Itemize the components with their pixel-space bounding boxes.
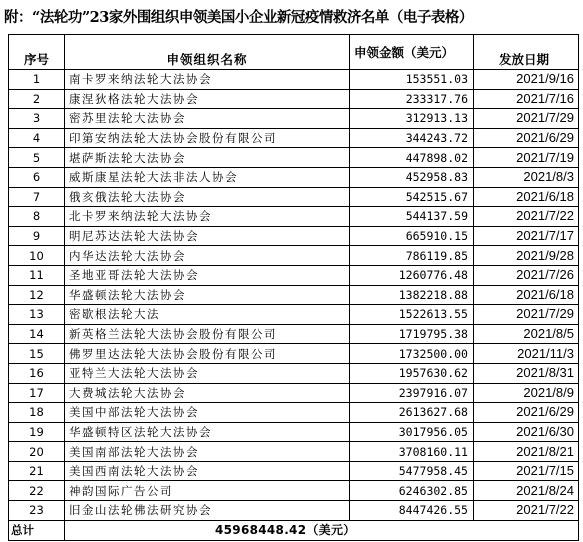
row-amount: 3017956.05 [350,422,474,442]
table-row [9,70,579,90]
table-row [9,422,579,442]
row-org-name: 亚特兰大法轮大法协会 [65,363,350,383]
table-row [9,383,579,403]
row-org-name: 南卡罗来纳法轮大法协会 [65,70,350,90]
row-org-name: 康涅狄格法轮大法协会 [65,89,350,109]
row-amount: 1957630.62 [350,363,474,383]
row-date: 2021/9/16 [474,70,579,90]
table-row [9,344,579,364]
row-org-name: 华盛顿特区法轮大法协会 [65,422,350,442]
row-no: 7 [9,187,65,207]
table-row [9,246,579,266]
document-title: 附：“法轮功”23家外围组织申领美国小企业新冠疫情救济名单（电子表格） [4,9,473,26]
row-date: 2021/7/22 [474,207,579,227]
table-row [9,305,579,325]
row-date: 2021/7/26 [474,265,579,285]
total-value: 45968448.42（美元） [65,520,579,540]
table-body [9,70,579,521]
table-row [9,167,579,187]
row-date: 2021/7/16 [474,89,579,109]
row-amount: 1260776.48 [350,265,474,285]
relief-list-table [8,34,579,541]
header-name: 申领组织名称 [65,35,350,70]
row-amount: 8447426.55 [350,501,474,521]
table-header-row [9,35,579,70]
row-no: 6 [9,167,65,187]
row-date: 2021/7/15 [474,461,579,481]
row-date: 2021/7/29 [474,305,579,325]
row-no: 14 [9,324,65,344]
header-no: 序号 [9,35,65,70]
table-row [9,501,579,521]
row-date: 2021/6/29 [474,403,579,423]
row-no: 19 [9,422,65,442]
total-row [9,520,579,540]
table-row [9,128,579,148]
row-amount: 786119.85 [350,246,474,266]
row-date: 2021/8/5 [474,324,579,344]
row-no: 10 [9,246,65,266]
row-no: 16 [9,363,65,383]
table-row [9,265,579,285]
row-no: 9 [9,226,65,246]
row-org-name: 美国西南法轮大法协会 [65,461,350,481]
total-label: 总计 [9,520,65,540]
table-row [9,461,579,481]
row-no: 18 [9,403,65,423]
row-date: 2021/6/18 [474,285,579,305]
row-amount: 5477958.45 [350,461,474,481]
row-date: 2021/7/17 [474,226,579,246]
row-org-name: 美国中部法轮大法协会 [65,403,350,423]
row-org-name: 密苏里法轮大法协会 [65,109,350,129]
row-no: 12 [9,285,65,305]
table-row [9,442,579,462]
row-no: 22 [9,481,65,501]
row-org-name: 北卡罗来纳法轮大法协会 [65,207,350,227]
row-date: 2021/8/9 [474,383,579,403]
table-row [9,187,579,207]
row-amount: 233317.76 [350,89,474,109]
row-org-name: 美国南部法轮大法协会 [65,442,350,462]
table-row [9,89,579,109]
row-org-name: 华盛顿法轮大法协会 [65,285,350,305]
row-date: 2021/6/29 [474,128,579,148]
row-amount: 1732500.00 [350,344,474,364]
row-no: 4 [9,128,65,148]
row-no: 15 [9,344,65,364]
table-row [9,324,579,344]
row-org-name: 大费城法轮大法协会 [65,383,350,403]
row-amount: 312913.13 [350,109,474,129]
row-date: 2021/7/22 [474,501,579,521]
table-row [9,481,579,501]
row-date: 2021/8/31 [474,363,579,383]
row-no: 17 [9,383,65,403]
row-amount: 1522613.55 [350,305,474,325]
row-amount: 2613627.68 [350,403,474,423]
row-amount: 1382218.88 [350,285,474,305]
row-org-name: 圣地亚哥法轮大法协会 [65,265,350,285]
row-org-name: 俄亥俄法轮大法协会 [65,187,350,207]
header-date: 发放日期 [474,35,579,70]
row-date: 2021/6/30 [474,422,579,442]
table-row [9,403,579,423]
header-amount: 申领金额（美元） [350,35,474,70]
row-date: 2021/9/28 [474,246,579,266]
row-amount: 447898.02 [350,148,474,168]
row-org-name: 堪萨斯法轮大法协会 [65,148,350,168]
row-org-name: 威斯康星法轮大法非法人协会 [65,167,350,187]
row-org-name: 内华达法轮大法协会 [65,246,350,266]
row-amount: 2397916.07 [350,383,474,403]
row-date: 2021/7/29 [474,109,579,129]
row-date: 2021/11/3 [474,344,579,364]
row-no: 8 [9,207,65,227]
row-amount: 1719795.38 [350,324,474,344]
row-no: 13 [9,305,65,325]
row-no: 5 [9,148,65,168]
row-amount: 344243.72 [350,128,474,148]
table-row [9,109,579,129]
row-date: 2021/6/18 [474,187,579,207]
table-row [9,363,579,383]
row-date: 2021/7/19 [474,148,579,168]
row-date: 2021/8/24 [474,481,579,501]
row-no: 21 [9,461,65,481]
row-amount: 542515.67 [350,187,474,207]
row-amount: 6246302.85 [350,481,474,501]
row-org-name: 印第安纳法轮大法协会股份有限公司 [65,128,350,148]
row-amount: 452958.83 [350,167,474,187]
row-amount: 153551.03 [350,70,474,90]
row-org-name: 旧金山法轮佛法研究协会 [65,501,350,521]
row-no: 11 [9,265,65,285]
row-date: 2021/8/3 [474,167,579,187]
table-row [9,226,579,246]
table-row [9,207,579,227]
row-no: 2 [9,89,65,109]
row-no: 23 [9,501,65,521]
row-org-name: 密歇根法轮大法 [65,305,350,325]
table-row [9,285,579,305]
row-org-name: 神韵国际广告公司 [65,481,350,501]
row-date: 2021/8/21 [474,442,579,462]
row-org-name: 新英格兰法轮大法协会股份有限公司 [65,324,350,344]
row-no: 20 [9,442,65,462]
row-org-name: 明尼苏达法轮大法协会 [65,226,350,246]
row-org-name: 佛罗里达法轮大法协会股份有限公司 [65,344,350,364]
table-row [9,148,579,168]
row-amount: 3708160.11 [350,442,474,462]
row-no: 1 [9,70,65,90]
row-no: 3 [9,109,65,129]
row-amount: 665910.15 [350,226,474,246]
row-amount: 544137.59 [350,207,474,227]
